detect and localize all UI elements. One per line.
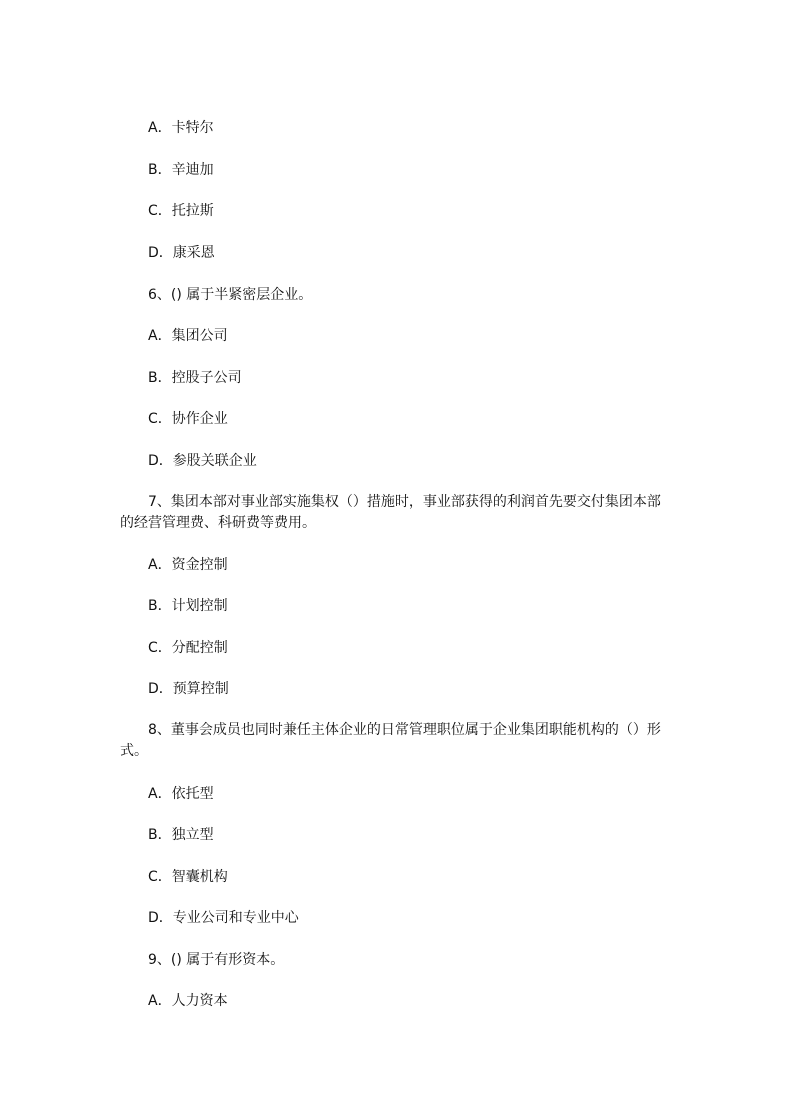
question-8: 8、董事会成员也同时兼任主体企业的日常管理职位属于企业集团职能机构的（）形式。 [120,722,661,759]
option-b-q5: B．辛迪加 [148,162,214,178]
option-c-q8: C．智囊机构 [148,869,228,885]
option-d-q6: D．参股关联企业 [148,453,257,469]
option-b-q7: B．计划控制 [148,598,228,614]
option-d-q7: D．预算控制 [148,681,229,697]
option-c-q5: C．托拉斯 [148,203,214,219]
option-a-q6: A．集团公司 [148,328,228,344]
option-c-q7: C．分配控制 [148,640,228,656]
option-a-q7: A．资金控制 [148,557,228,573]
question-6: 6、() 属于半紧密层企业。 [148,287,313,303]
option-a-q9: A．人力资本 [148,993,228,1009]
question-7: 7、集团本部对事业部实施集权（）措施时，事业部获得的利润首先要交付集团本部的经营管理费、科研费等费用。 [120,494,661,531]
question-9: 9、() 属于有形资本。 [148,952,285,968]
option-d-q5: D．康采恩 [148,245,215,261]
option-b-q8: B．独立型 [148,827,214,843]
option-c-q6: C．协作企业 [148,411,228,427]
option-a-q8: A．依托型 [148,786,214,802]
option-a-q5: A．卡特尔 [148,120,214,136]
option-d-q8: D．专业公司和专业中心 [148,910,299,926]
option-b-q6: B．控股子公司 [148,370,242,386]
